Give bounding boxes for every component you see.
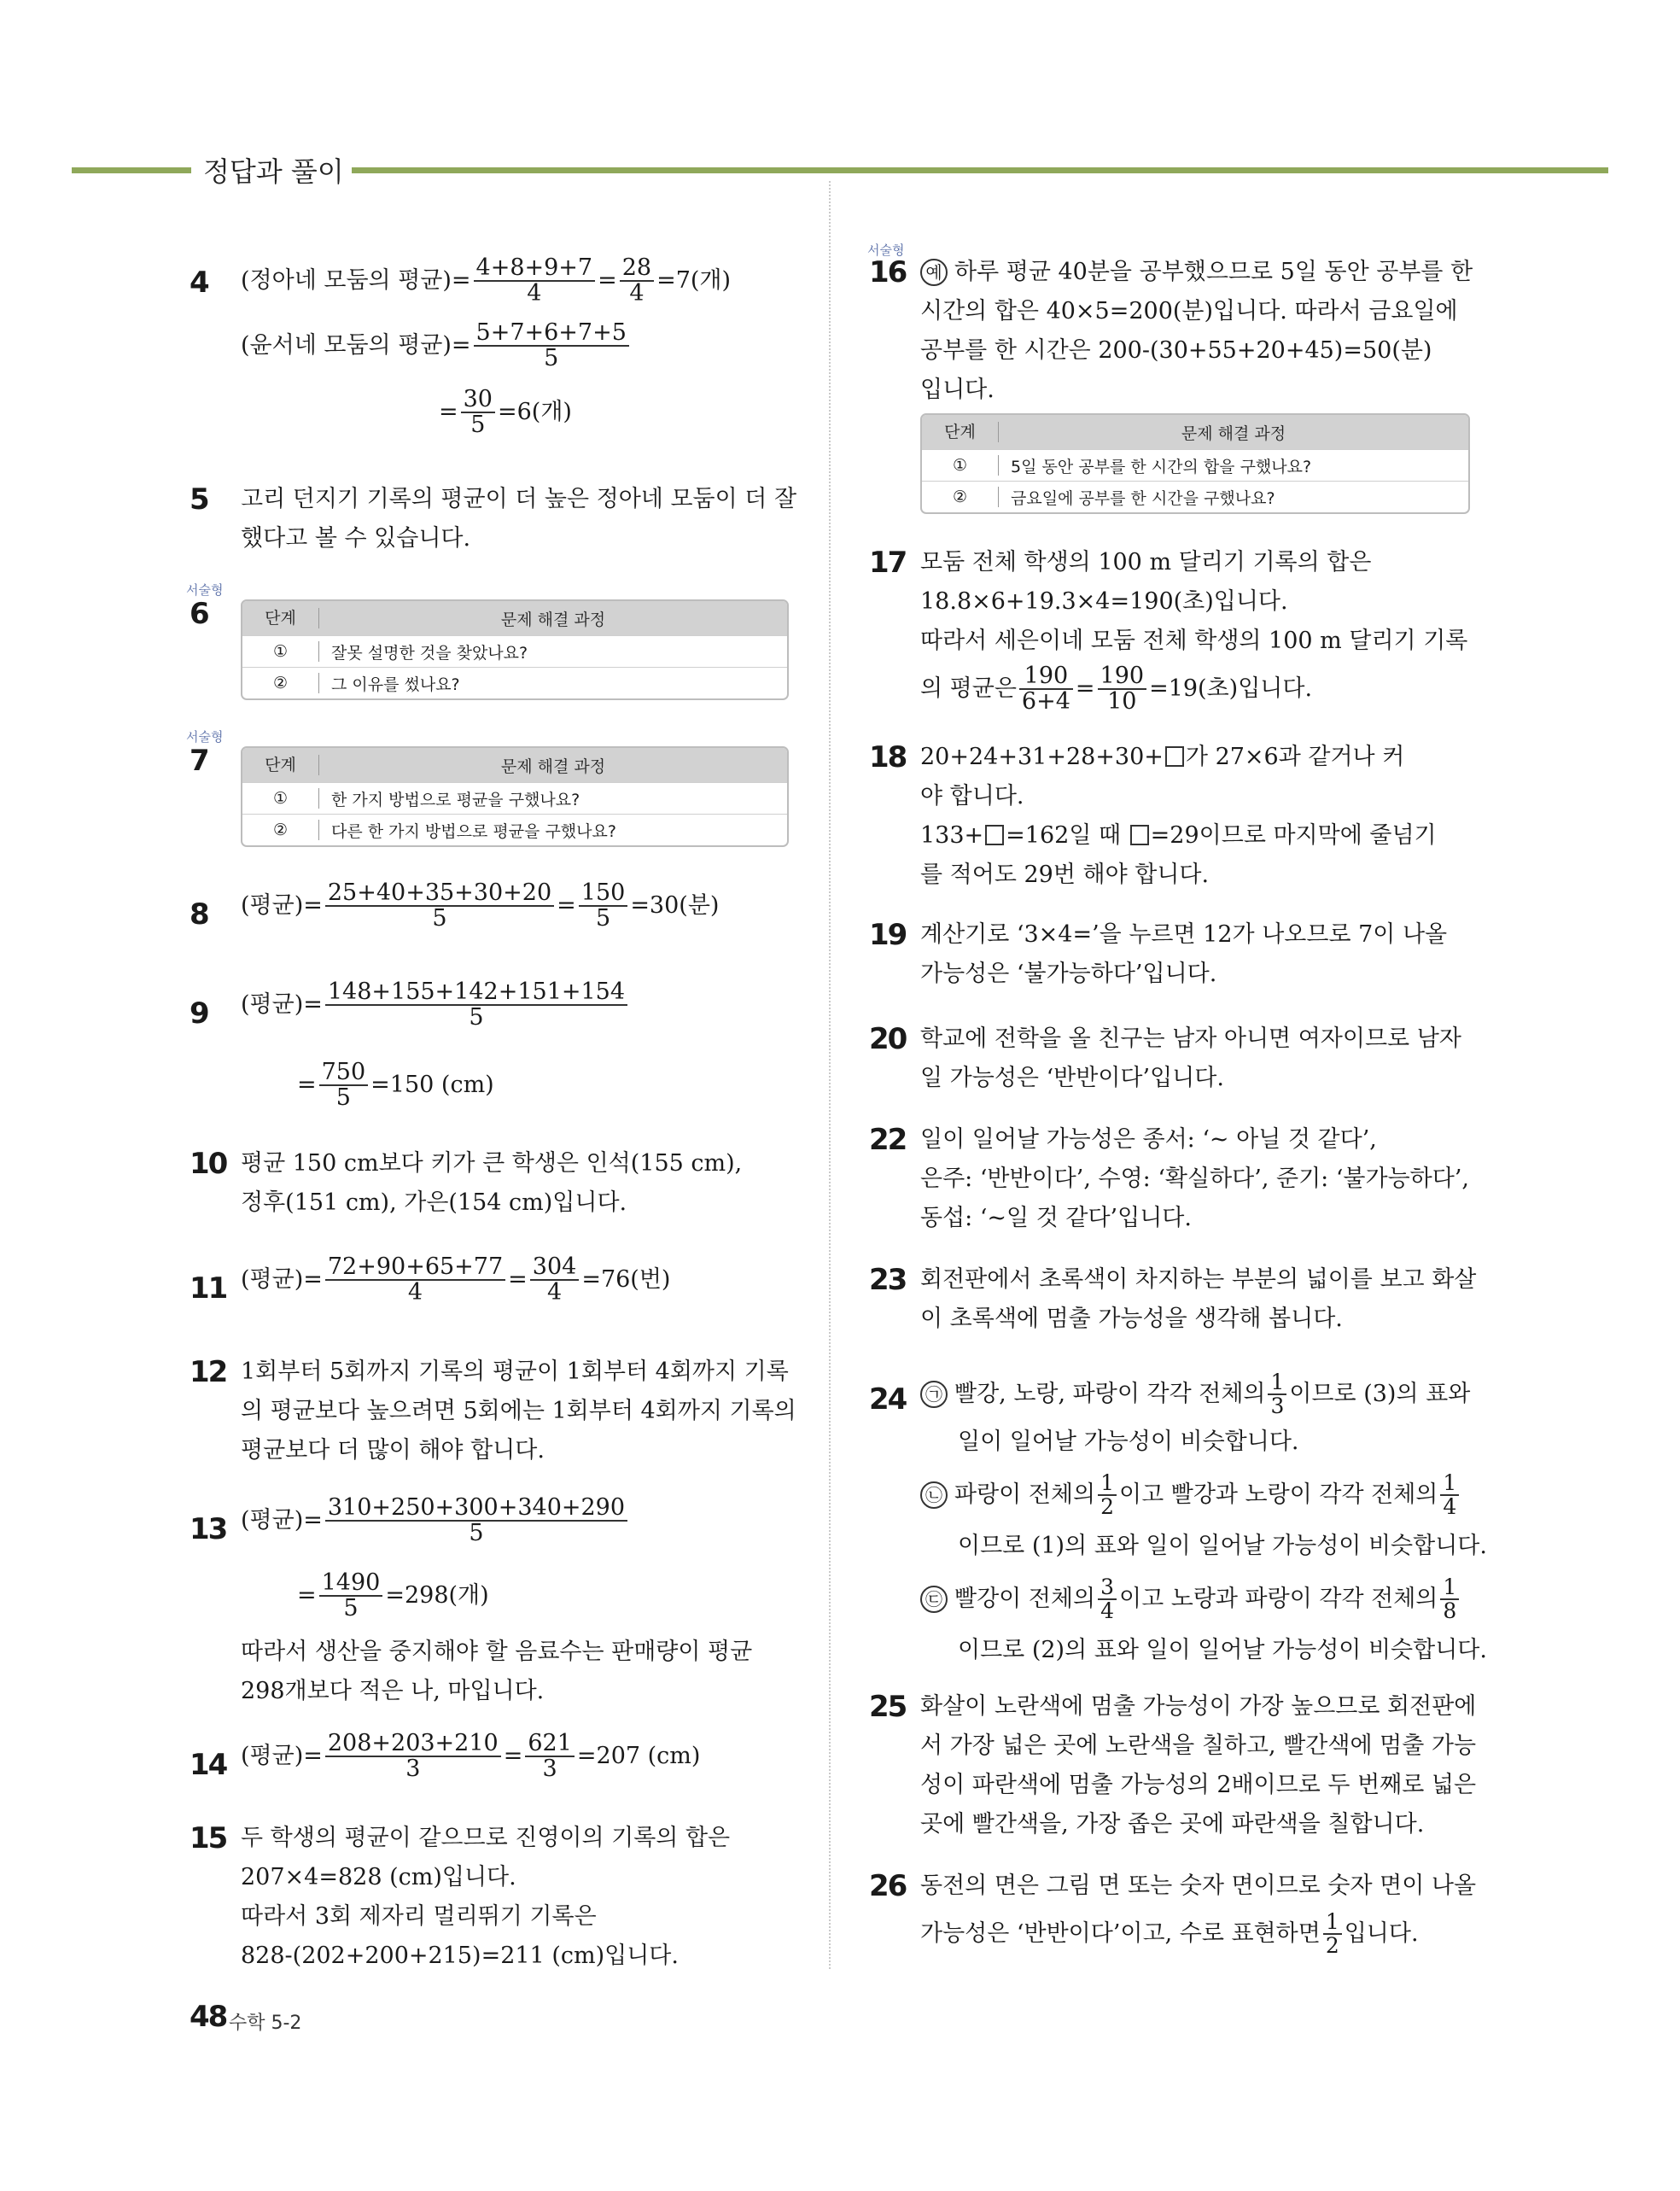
problem-number: 5: [190, 482, 208, 517]
fraction: $\frac{1}{2}$: [1098, 1472, 1117, 1519]
header-rule-left: [72, 167, 191, 173]
fraction: $\frac{150}{5}$: [579, 881, 628, 932]
formula-line: (평균)= $\frac{148+155+142+151+154}{5}$: [241, 980, 630, 1060]
formula-line: = $\frac{30}{5}$ =6(개): [439, 386, 572, 439]
fraction: $\frac{1}{3}$: [1268, 1371, 1286, 1418]
problem-number: 26: [869, 1869, 907, 1903]
problem-number: 6: [190, 597, 208, 631]
problem-number: 9: [190, 996, 208, 1031]
table-row: ① 잘못 설명한 것을 찾았나요?: [242, 635, 787, 667]
problem-number: 17: [869, 546, 907, 580]
formula-line: = $\frac{1490}{5}$ =298(개): [297, 1569, 489, 1622]
text-line: 했다고 볼 수 있습니다.: [241, 525, 471, 552]
example-mark: 예: [920, 259, 948, 286]
fraction: $\frac{621}{3}$: [525, 1732, 575, 1782]
book-title: 수학 5-2: [229, 2013, 302, 2034]
formula-line: = $\frac{750}{5}$ =150 (cm): [297, 1059, 494, 1112]
blank-box: [1165, 746, 1184, 767]
tag-descriptive: 서술형: [186, 729, 224, 745]
table-row: ① 한 가지 방법으로 평균을 구했나요?: [242, 782, 787, 814]
problem-number: 11: [190, 1271, 227, 1306]
tag-descriptive: 서술형: [186, 582, 224, 598]
problem-number: 14: [190, 1748, 227, 1782]
problem-number: 12: [190, 1355, 227, 1389]
problem-number: 10: [190, 1147, 227, 1181]
fraction: $\frac{1490}{5}$: [319, 1571, 383, 1621]
fraction: $\frac{72+90+65+77}{4}$: [325, 1255, 505, 1306]
table-row: ② 그 이유를 썼나요?: [242, 667, 787, 698]
problem-number: 15: [190, 1821, 227, 1855]
formula-line: (평균)= $\frac{72+90+65+77}{4}$ = $\frac{304}{4}$ =76(번): [241, 1253, 671, 1306]
fraction: $\frac{148+155+142+151+154}{5}$: [325, 980, 627, 1031]
text-line: 고리 던지기 기록의 평균이 더 높은 정아네 모둠이 더 잘: [241, 486, 797, 512]
problem-number: 13: [190, 1512, 227, 1546]
grading-table-16: 단계 문제 해결 과정 ① 5일 동안 공부를 한 시간의 합을 구했나요? ② 금요일에 공부를 한 시간을 구했나요?: [920, 413, 1470, 514]
blank-box: [985, 825, 1004, 845]
fraction: $\frac{190}{6+4}$: [1019, 664, 1073, 715]
problem-number: 18: [869, 740, 907, 774]
fraction: $\frac{1}{2}$: [1323, 1911, 1342, 1958]
problem-number: 25: [869, 1690, 907, 1724]
problem-number: 23: [869, 1263, 907, 1297]
fraction: $\frac{4+8+9+7}{4}$: [474, 256, 596, 307]
problem-number: 16: [869, 255, 907, 289]
formula-line: (평균)= $\frac{310+250+300+340+290}{5}$: [241, 1496, 752, 1571]
problem-number: 8: [190, 897, 208, 932]
formula-line: (평균)= $\frac{208+203+210}{3}$ = $\frac{621}{3}$ =207 (cm): [241, 1730, 701, 1783]
formula-line: 가능성은 ‘반반이다’이고, 수로 표현하면 $\frac{1}{2}$ 입니다.: [920, 1909, 1419, 1959]
fraction: $\frac{1}{4}$: [1440, 1472, 1459, 1519]
fraction: $\frac{750}{5}$: [319, 1060, 369, 1111]
fraction: $\frac{25+40+35+30+20}{5}$: [325, 881, 554, 932]
blank-box: [1130, 825, 1149, 845]
table-row: ② 금요일에 공부를 한 시간을 구했나요?: [922, 481, 1468, 512]
formula-line: ㉢ 빨강이 전체의 $\frac{3}{4}$ 이고 노랑과 파랑이 각각 전체의 $\frac{1}{8}$: [920, 1576, 1487, 1631]
fraction: $\frac{1}{8}$: [1440, 1576, 1459, 1623]
problem-number: 4: [190, 266, 208, 300]
fraction: $\frac{3}{4}$: [1098, 1576, 1117, 1623]
formula-line: (평균)= $\frac{25+40+35+30+20}{5}$ = $\frac{150}{5}$ =30(분): [241, 879, 720, 932]
fraction: $\frac{310+250+300+340+290}{5}$: [325, 1496, 627, 1546]
formula-line: (정아네 모둠의 평균)= $\frac{4+8+9+7}{4}$ = $\frac{28}{4}$ =7(개): [241, 254, 732, 307]
table-row: ① 5일 동안 공부를 한 시간의 합을 구했나요?: [922, 449, 1468, 481]
formula-line: ㉡ 파랑이 전체의 $\frac{1}{2}$ 이고 빨강과 노랑이 각각 전체의 $\frac{1}{4}$: [920, 1472, 1487, 1527]
problem-number: 20: [869, 1022, 907, 1056]
problem-number: 7: [190, 744, 208, 778]
fraction: $\frac{190}{10}$: [1098, 664, 1147, 715]
fraction: $\frac{304}{4}$: [530, 1255, 580, 1306]
formula-line: 의 평균은 $\frac{190}{6+4}$ = $\frac{190}{10}$ =19(초)입니다.: [920, 663, 1313, 716]
tag-descriptive: 서술형: [867, 242, 905, 258]
problem-number: 22: [869, 1123, 907, 1157]
fraction: $\frac{5+7+6+7+5}{5}$: [474, 321, 629, 371]
grading-table-6: 단계 문제 해결 과정 ① 잘못 설명한 것을 찾았나요? ② 그 이유를 썼나요?: [241, 599, 789, 700]
fraction: $\frac{30}{5}$: [461, 388, 495, 438]
header-rule-right: [352, 167, 1608, 173]
grading-table-7: 단계 문제 해결 과정 ① 한 가지 방법으로 평균을 구했나요? ② 다른 한 가지 방법으로 평균을 구했나요?: [241, 746, 789, 847]
fraction: $\frac{208+203+210}{3}$: [325, 1732, 501, 1782]
problem-number: 24: [869, 1382, 907, 1417]
page-title: 정답과 풀이: [203, 155, 344, 188]
fraction: $\frac{28}{4}$: [620, 256, 654, 307]
problem-number: 19: [869, 918, 907, 952]
page-number: 48: [190, 2000, 227, 2034]
formula-line: ㉠ 빨강, 노랑, 파랑이 각각 전체의 $\frac{1}{3}$ 이므로 (3)의 표와: [920, 1371, 1487, 1423]
formula-line: (윤서네 모둠의 평균)= $\frac{5+7+6+7+5}{5}$: [241, 321, 838, 388]
table-row: ② 다른 한 가지 방법으로 평균을 구했나요?: [242, 814, 787, 845]
